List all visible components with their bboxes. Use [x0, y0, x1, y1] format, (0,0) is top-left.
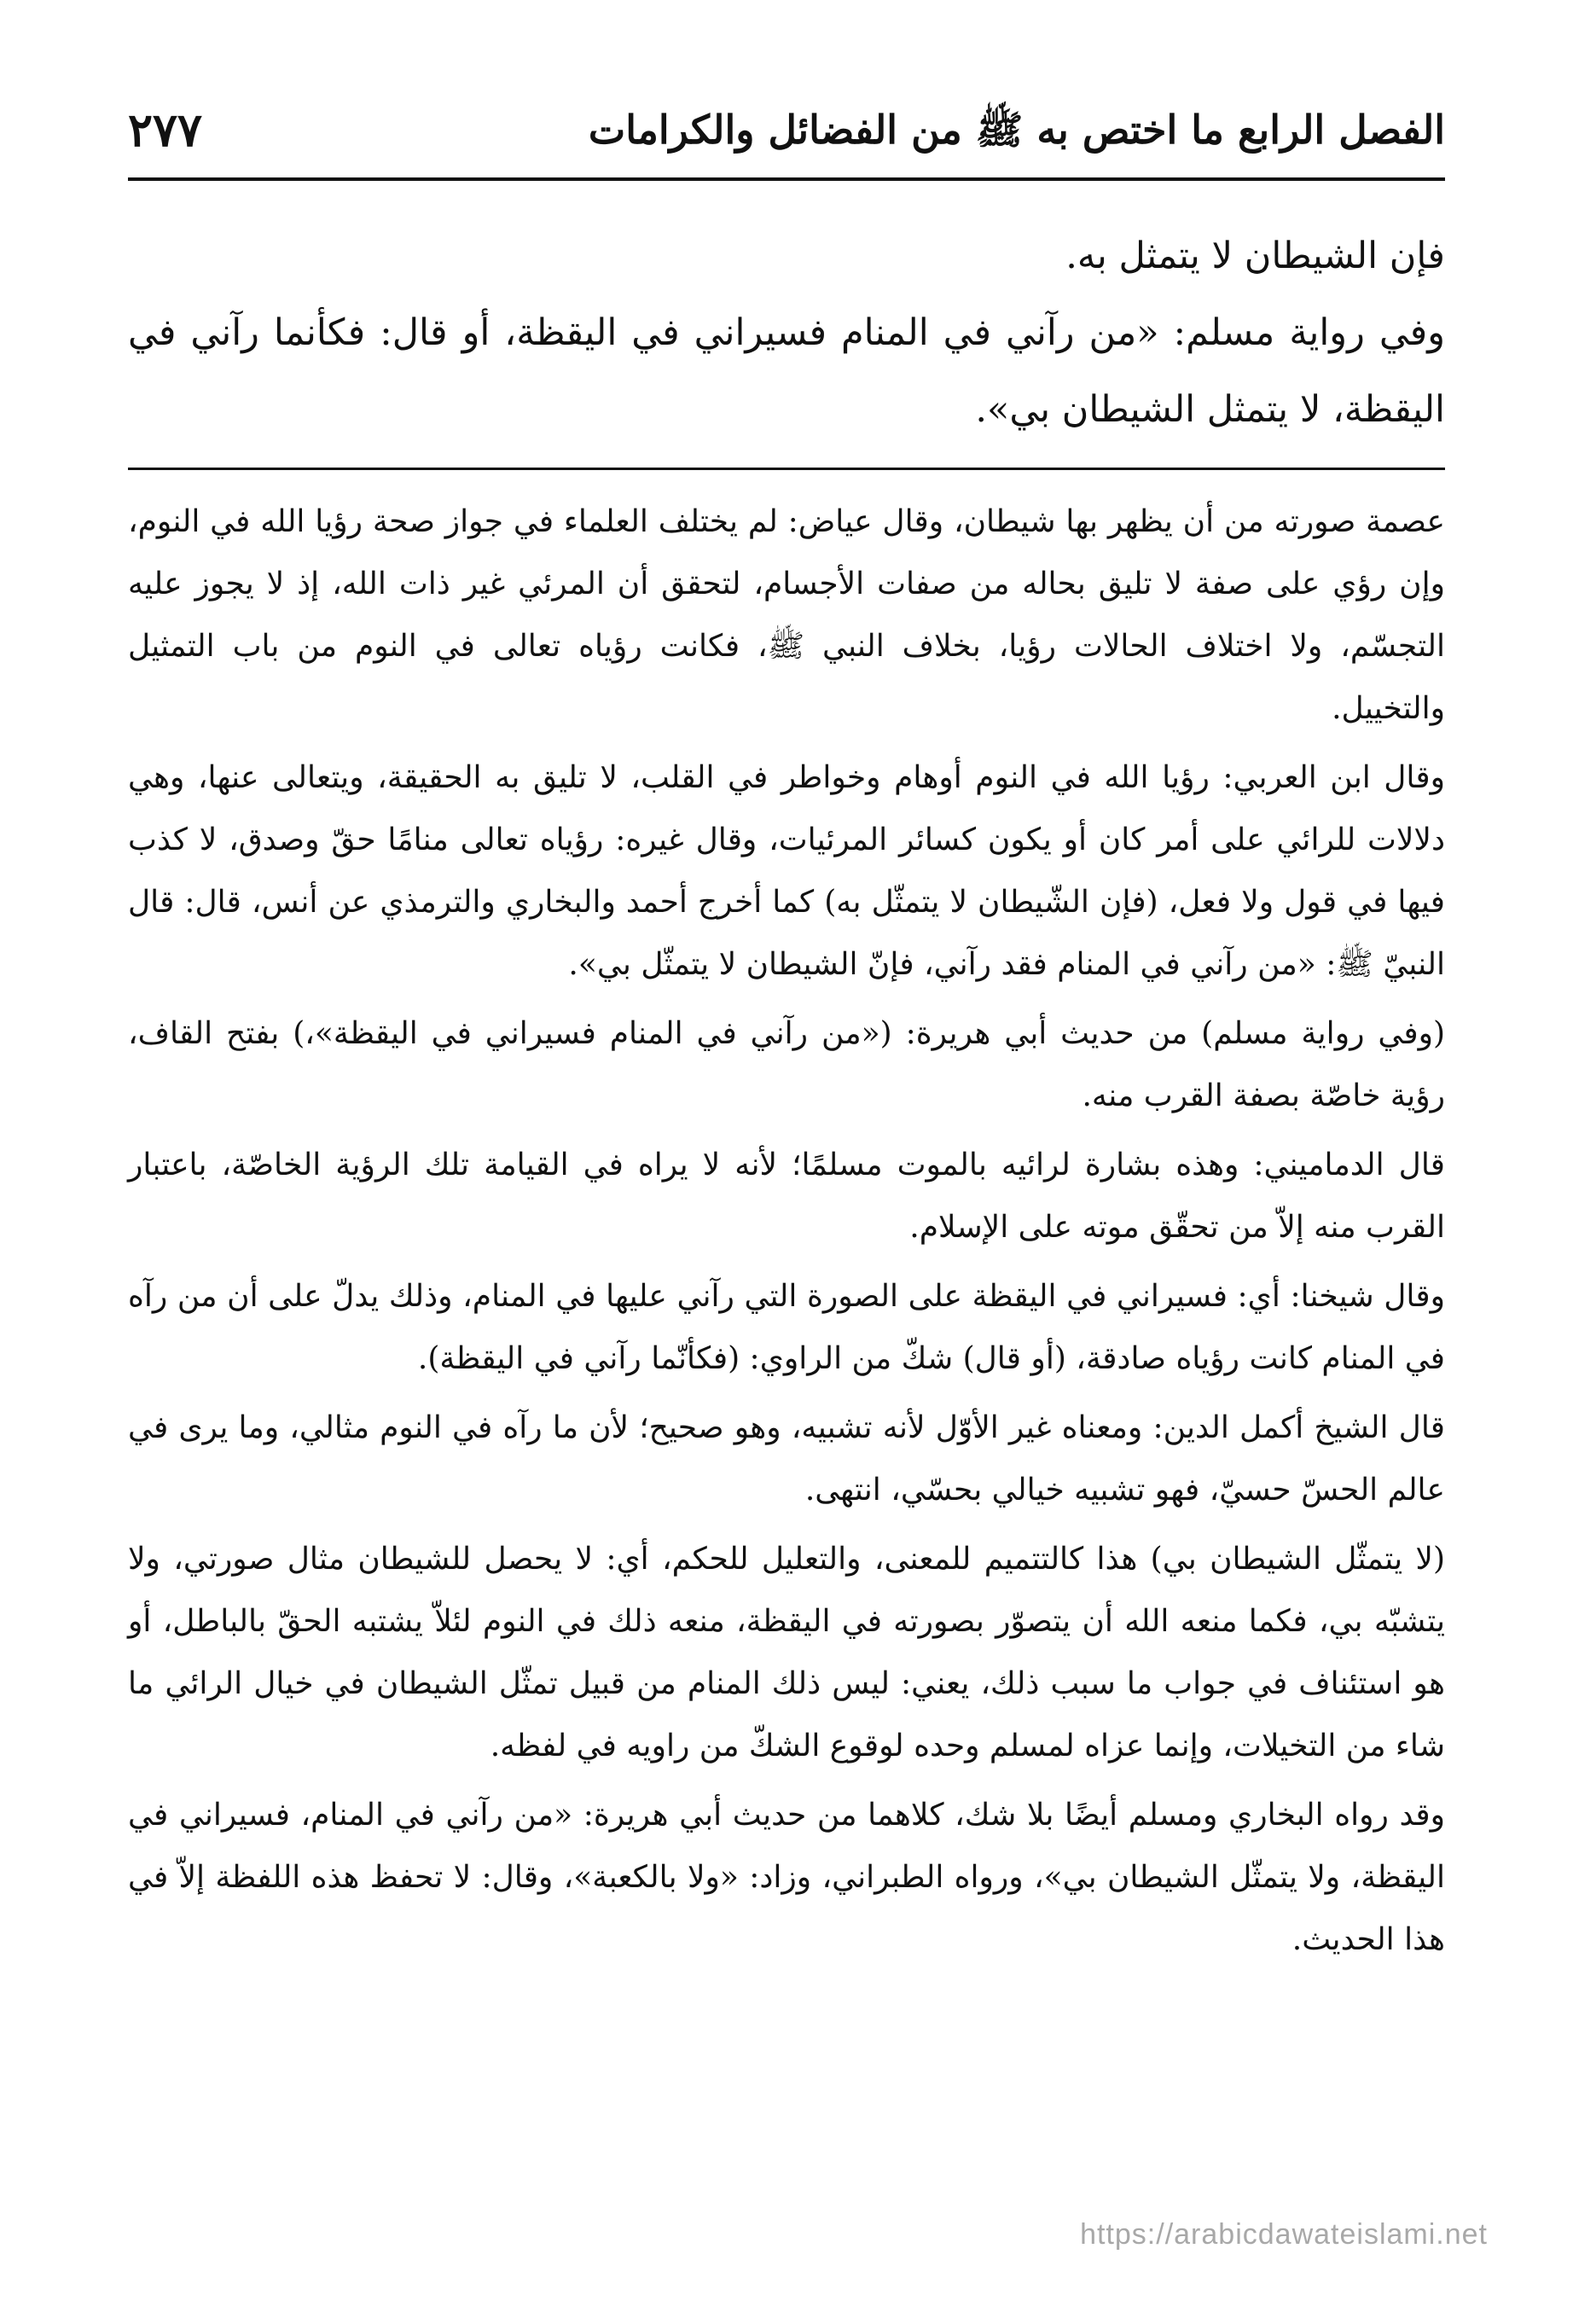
- commentary-paragraph: عصمة صورته من أن يظهر بها شيطان، وقال عياض: لم يختلف العلماء في جواز صحة رؤيا الله في النوم، وإن رؤي على صفة لا تليق بحاله من صفات الأجسام، لتحقق أن المرئي غير ذات الله، إذ لا يجوز عليه التجسّم، ولا اختلاف الحالات رؤيا، بخلاف النبي ﷺ، فكانت رؤياه تعالى في النوم من باب التمثيل والتخييل.: [128, 504, 1445, 726]
- commentary-text: [128, 491, 1445, 1978]
- header-divider: [128, 177, 1445, 181]
- commentary-paragraph: وقال ابن العربي: رؤيا الله في النوم أوهام وخواطر في القلب، لا تليق به الحقيقة، ويتعالى عنها، وهي دلالات للرائي على أمر كان أو يكون كسائر المرئيات، وقال غيره: رؤياه تعالى منامًا حقّ وصدق، لا كذب فيها في قول ولا فعل، (فإن الشّيطان لا يتمثّل به) كما أخرج أحمد والبخاري والترمذي عن أنس، قال: قال النبيّ ﷺ: «من رآني في المنام فقد رآني، فإنّ الشيطان لا يتمثّل بي».: [128, 760, 1445, 982]
- commentary-paragraph: وقال شيخنا: أي: فسيراني في اليقظة على الصورة التي رآني عليها في المنام، وذلك يدلّ على أن من رآه في المنام كانت رؤياه صادقة، (أو قال) شكّ من الراوي: (فكأنّما رآني في اليقظة).: [128, 1279, 1445, 1376]
- page-number: ٢٧٧: [128, 102, 203, 157]
- main-paragraph: فإن الشيطان لا يتمثل به.: [1065, 235, 1445, 277]
- commentary-paragraph: قال الدماميني: وهذه بشارة لرائيه بالموت مسلمًا؛ لأنه لا يراه في القيامة تلك الرؤية الخاصّة، باعتبار القرب منه إلاّ من تحقّق موته على الإسلام.: [128, 1147, 1445, 1245]
- website-watermark: https://arabicdawateislami.net: [1080, 2218, 1488, 2251]
- commentary-paragraph: (وفي رواية مسلم) من حديث أبي هريرة: («من رآني في المنام فسيراني في اليقظة»،) بفتح القاف، رؤية خاصّة بصفة القرب منه.: [128, 1016, 1445, 1113]
- page-header: [128, 102, 1445, 171]
- chapter-title: الفصل الرابع ما اختص به ﷺ من الفضائل والكرامات: [588, 107, 1445, 153]
- main-paragraph: وفي رواية مسلم: «من رآني في المنام فسيراني في اليقظة، أو قال: فكأنما رآني في اليقظة، لا يتمثل الشيطان بي».: [128, 311, 1445, 431]
- commentary-divider: [128, 468, 1445, 470]
- commentary-paragraph: وقد رواه البخاري ومسلم أيضًا بلا شك، كلاهما من حديث أبي هريرة: «من رآني في المنام، فسيراني في اليقظة، ولا يتمثّل الشيطان بي»، ورواه الطبراني، وزاد: «ولا بالكعبة»، وقال: لا تحفظ هذه اللفظة إلاّ في هذا الحديث.: [128, 1798, 1445, 1957]
- commentary-paragraph: قال الشيخ أكمل الدين: ومعناه غير الأوّل لأنه تشبيه، وهو صحيح؛ لأن ما رآه في النوم مثالي، وما يرى في عالم الحسّ حسيّ، فهو تشبيه خيالي بحسّي، انتهى.: [128, 1410, 1445, 1508]
- commentary-paragraph: (لا يتمثّل الشيطان بي) هذا كالتتميم للمعنى، والتعليل للحكم، أي: لا يحصل للشيطان مثال صورتي، ولا يتشبّه بي، فكما منعه الله أن يتصوّر بصورته في اليقظة، منعه ذلك في النوم لئلاّ يشتبه الحقّ بالباطل، أو هو استئناف في جواب ما سبب ذلك، يعني: ليس ذلك المنام من قبيل تمثّل الشيطان في خيال الرائي ما شاء من التخيلات، وإنما عزاه لمسلم وحده لوقوع الشكّ من راويه في لفظه.: [128, 1542, 1446, 1763]
- main-text: [128, 218, 1445, 448]
